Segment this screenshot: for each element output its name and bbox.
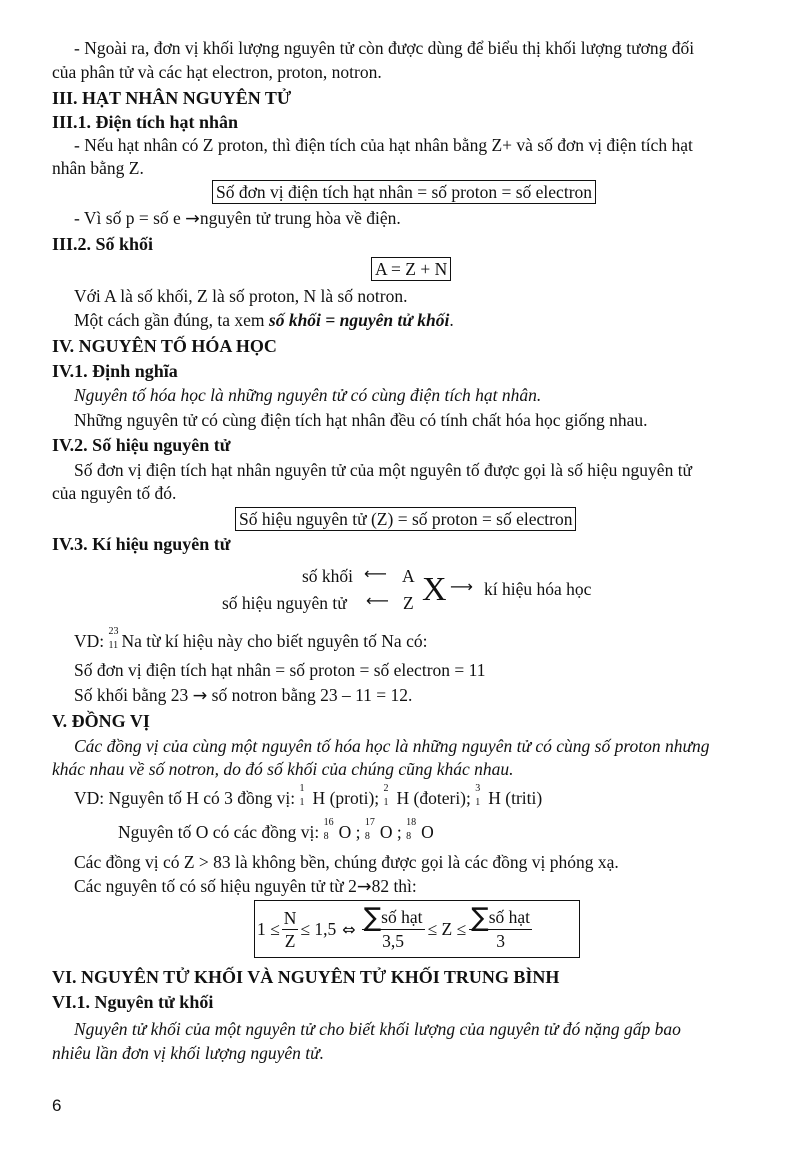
intro-line-2: của phân tử và các hạt electron, proton, notron. (52, 62, 382, 82)
intro-line-1: - Ngoài ra, đơn vị khối lượng nguyên tử còn được dùng để biểu thị khối lượng tương đối (74, 38, 695, 58)
s32-line-2: Một cách gần đúng, ta xem số khối = nguyên tử khối. (74, 310, 454, 330)
formula-sum-label: số hạt (381, 907, 423, 927)
section-6-1-title: VI.1. Nguyên tử khối (52, 992, 214, 1012)
section-4-3-title: IV.3. Kí hiệu nguyên tử (52, 534, 231, 554)
formula-den-3-5: 3,5 (382, 931, 404, 951)
formula-le-Z-le: ≤ Z ≤ (427, 918, 467, 939)
section-4-title: IV. NGUYÊN TỐ HÓA HỌC (52, 336, 277, 356)
s32-boxed-formula: A = Z + N (371, 257, 451, 281)
diag-A: A (402, 566, 415, 586)
iff-icon: ⇔ (342, 919, 356, 939)
arrow-right-icon: → (192, 686, 208, 706)
section-6-title: VI. NGUYÊN TỬ KHỐI VÀ NGUYÊN TỬ KHỐI TRUNG BÌNH (52, 967, 560, 987)
formula-Z: Z (284, 930, 296, 951)
example-line-3: Số khối bằng 23 → số notron bằng 23 – 11 = 12. (74, 685, 413, 706)
diag-X: X (422, 571, 447, 608)
section-3-2-title: III.2. Số khối (52, 234, 154, 254)
atomic-number-label: số hiệu nguyên tử (222, 593, 347, 613)
atomic-notation-diagram (0, 560, 800, 620)
formula-N: N (283, 907, 297, 928)
section-5-title: V. ĐỒNG VỊ (52, 711, 150, 731)
s61-definition-1: Nguyên tử khối của một nguyên tử cho biết khối lượng của nguyên tử đó nặng gấp bao (74, 1019, 681, 1039)
s31-boxed-formula: Số đơn vị điện tích hạt nhân = số proton = số electron (212, 180, 596, 204)
s42-line-1: Số đơn vị điện tích hạt nhân nguyên tử của một nguyên tố được gọi là số hiệu nguyên tử (74, 460, 693, 480)
diag-Z: Z (403, 593, 414, 613)
s61-definition-2: nhiêu lần đơn vị khối lượng nguyên tử. (52, 1043, 325, 1063)
section-3-1-title: III.1. Điện tích hạt nhân (52, 112, 239, 132)
section-3-title: III. HẠT NHÂN NGUYÊN TỬ (52, 88, 292, 108)
arrow-left-icon: ⟵ (364, 564, 387, 583)
s42-line-2: của nguyên tố đó. (52, 483, 177, 503)
s32-line-1: Với A là số khối, Z là số proton, N là số notron. (74, 286, 408, 306)
formula-den-3: 3 (496, 931, 505, 951)
hydrogen-isotopes: VD: Nguyên tố H có 3 đồng vị: 1 1 H (proti); 2 1 H (đoteri); 3 1 H (triti) (74, 783, 543, 808)
arrow-right-icon: ⟶ (450, 577, 473, 596)
s42-boxed-formula: Số hiệu nguyên tử (Z) = số proton = số electron (235, 507, 576, 531)
s31-line-1: - Nếu hạt nhân có Z proton, thì điện tích của hạt nhân bằng Z+ và số đơn vị điện tích hạt (74, 135, 693, 155)
arrow-right-icon: → (356, 877, 372, 897)
example-line-2: Số đơn vị điện tích hạt nhân = số proton = số electron = 11 (74, 660, 486, 680)
section-4-2-title: IV.2. Số hiệu nguyên tử (52, 435, 231, 455)
sigma-icon: ∑ (363, 903, 382, 933)
sigma-icon: ∑ (471, 903, 489, 933)
s5-definition-2: khác nhau về số notron, do đó số khối của chúng cũng khác nhau. (52, 759, 514, 779)
s5-definition-1: Các đồng vị của cùng một nguyên tố hóa học là những nguyên tử có cùng số proton nhưng (74, 736, 710, 756)
element-symbol-label: kí hiệu hóa học (484, 579, 592, 599)
oxygen-isotopes: Nguyên tố O có các đồng vị: 16 8 O ; 17 8 O ; 18 8 O (118, 817, 434, 842)
s31-line-2: nhân bằng Z. (52, 158, 144, 178)
arrow-left-icon: ⟵ (366, 591, 389, 610)
example-na: VD: 23 11 Na từ kí hiệu này cho biết nguyên tố Na có: (74, 626, 428, 651)
s41-definition: Nguyên tố hóa học là những nguyên tử có cùng điện tích hạt nhân. (74, 385, 542, 405)
page-number: 6 (52, 1096, 62, 1115)
mass-number-label: số khối (302, 566, 354, 586)
s5-unstable-line: Các đồng vị có Z > 83 là không bền, chúng được gọi là các đồng vị phóng xạ. (74, 852, 619, 872)
arrow-right-icon: → (185, 209, 200, 229)
formula-le-1-5: ≤ 1,5 (300, 918, 337, 939)
s41-line-2: Những nguyên tử có cùng điện tích hạt nhân đều có tính chất hóa học giống nhau. (74, 410, 648, 430)
formula-sum-label: số hạt (488, 907, 531, 927)
proton-range-formula (254, 900, 580, 958)
s5-range-line: Các nguyên tố có số hiệu nguyên tử từ 2→82 thì: (74, 876, 417, 897)
s31-line-3: - Vì số p = số e →nguyên tử trung hòa về điện. (74, 208, 401, 229)
formula-one-le: 1 ≤ (257, 918, 280, 939)
section-4-1-title: IV.1. Định nghĩa (52, 361, 178, 381)
